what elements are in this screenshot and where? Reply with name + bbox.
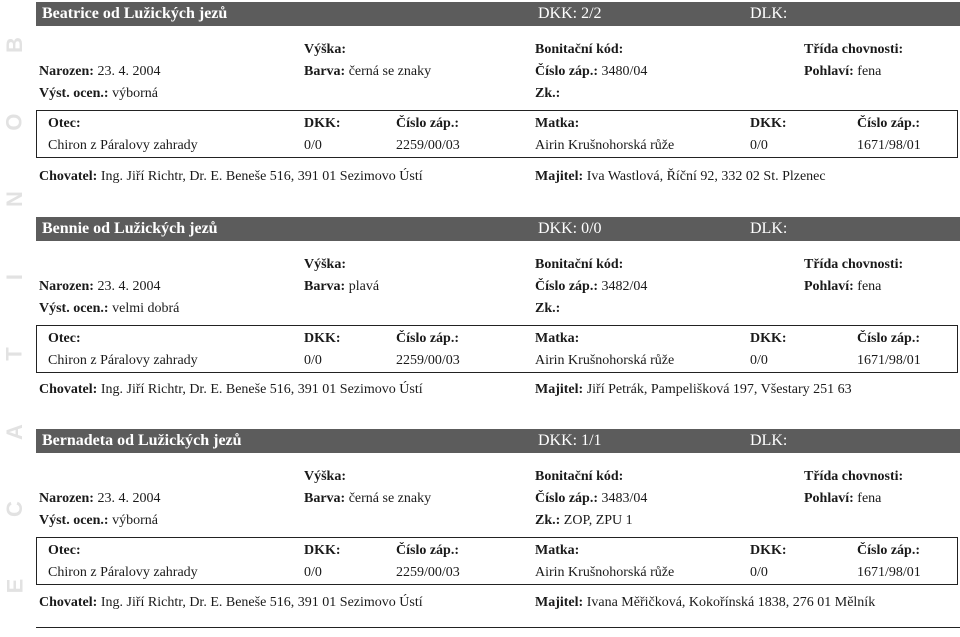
chovatel-field: Chovatel: Ing. Jiří Richtr, Dr. E. Beneše 516, 391 01 Sezimovo Ústí — [39, 382, 423, 397]
matka-label: Matka: — [535, 331, 580, 346]
otec-cislo-label: Číslo záp.: — [396, 543, 459, 558]
vyst-ocen-field: Výst. ocen.: výborná — [39, 513, 158, 528]
dog-name: Bennie od Lužických jezů — [42, 220, 218, 237]
matka-dkk-label: DKK: — [750, 331, 787, 346]
otec-name: Chiron z Páralovy zahrady — [48, 565, 198, 580]
matka-cislo: 1671/98/01 — [857, 353, 921, 368]
pohlavi-field: Pohlaví: fena — [804, 64, 882, 79]
side-letter: N — [1, 191, 27, 208]
matka-cislo: 1671/98/01 — [857, 565, 921, 580]
matka-cislo-label: Číslo záp.: — [857, 116, 920, 131]
info-row-1 — [36, 40, 960, 60]
matka-cislo-label: Číslo záp.: — [857, 543, 920, 558]
matka-dkk: 0/0 — [750, 565, 768, 580]
parents-header-row — [37, 329, 957, 349]
side-title-bonitace — [0, 0, 30, 631]
narozen-field: Narozen: 23. 4. 2004 — [39, 279, 161, 294]
matka-cislo: 1671/98/01 — [857, 138, 921, 153]
matka-dkk: 0/0 — [750, 138, 768, 153]
barva-field: Barva: plavá — [304, 279, 380, 294]
side-letter: O — [2, 113, 27, 131]
zk-field: Zk.: ZOP, ZPU 1 — [535, 513, 633, 528]
majitel-field: Majitel: Iva Wastlová, Říční 92, 332 02 St. Plzenec — [535, 169, 826, 184]
dog-card — [36, 215, 960, 425]
side-letter: I — [2, 273, 27, 280]
dog-header — [36, 217, 960, 241]
info-row-3 — [36, 299, 960, 319]
trida-chovnosti-field: Třída chovnosti: — [804, 469, 904, 484]
narozen-field: Narozen: 23. 4. 2004 — [39, 64, 161, 79]
bonitacni-kod-field: Bonitační kód: — [535, 257, 624, 272]
dog-dlk: DLK: — [750, 220, 788, 237]
info-row-2 — [36, 489, 960, 509]
vyst-ocen-field: Výst. ocen.: výborná — [39, 86, 158, 101]
zk-field: Zk.: — [535, 301, 561, 316]
chovatel-field: Chovatel: Ing. Jiří Richtr, Dr. E. Beneše 516, 391 01 Sezimovo Ústí — [39, 595, 423, 610]
chovatel-field: Chovatel: Ing. Jiří Richtr, Dr. E. Beneše 516, 391 01 Sezimovo Ústí — [39, 169, 423, 184]
parents-box — [36, 325, 958, 373]
owner-row — [36, 167, 960, 187]
majitel-field: Majitel: Ivana Měřičková, Kokořínská 1838, 276 01 Mělník — [535, 595, 876, 610]
dog-name: Bernadeta od Lužických jezů — [42, 432, 242, 449]
trida-chovnosti-field: Třída chovnosti: — [804, 42, 904, 57]
barva-field: Barva: černá se znaky — [304, 64, 432, 79]
vyska-field: Výška: — [304, 257, 347, 272]
side-letter: E — [2, 578, 27, 594]
dog-dkk: DKK: 0/0 — [538, 220, 602, 237]
otec-name: Chiron z Páralovy zahrady — [48, 138, 198, 153]
pohlavi-field: Pohlaví: fena — [804, 279, 882, 294]
vyska-field: Výška: — [304, 469, 347, 484]
otec-dkk-label: DKK: — [304, 543, 341, 558]
matka-dkk: 0/0 — [750, 353, 768, 368]
otec-dkk: 0/0 — [304, 565, 322, 580]
matka-cislo-label: Číslo záp.: — [857, 331, 920, 346]
dog-dkk: DKK: 2/2 — [538, 5, 602, 22]
matka-name: Airin Krušnohorská růže — [535, 565, 675, 580]
otec-label: Otec: — [48, 116, 81, 131]
matka-dkk-label: DKK: — [750, 116, 787, 131]
dog-dlk: DLK: — [750, 432, 788, 449]
bonitacni-kod-field: Bonitační kód: — [535, 42, 624, 57]
parents-header-row — [37, 541, 957, 561]
otec-dkk: 0/0 — [304, 353, 322, 368]
owner-row — [36, 593, 960, 613]
otec-dkk-label: DKK: — [304, 331, 341, 346]
matka-label: Matka: — [535, 543, 580, 558]
vyska-field: Výška: — [304, 42, 347, 57]
bonitacni-kod-field: Bonitační kód: — [535, 469, 624, 484]
dog-card — [36, 0, 960, 210]
dog-dlk: DLK: — [750, 5, 788, 22]
otec-name: Chiron z Páralovy zahrady — [48, 353, 198, 368]
zk-field: Zk.: — [535, 86, 561, 101]
parents-value-row — [37, 351, 957, 371]
side-letter: B — [1, 36, 27, 53]
otec-cislo: 2259/00/03 — [396, 565, 460, 580]
parents-box — [36, 537, 958, 585]
cislo-zap-field: Číslo záp.: 3480/04 — [535, 64, 648, 79]
info-row-1 — [36, 467, 960, 487]
info-row-1 — [36, 255, 960, 275]
majitel-field: Majitel: Jiří Petrák, Pampelišková 197, Všestary 251 63 — [535, 382, 852, 397]
otec-dkk: 0/0 — [304, 138, 322, 153]
otec-cislo-label: Číslo záp.: — [396, 116, 459, 131]
parents-header-row — [37, 114, 957, 134]
otec-dkk-label: DKK: — [304, 116, 341, 131]
matka-dkk-label: DKK: — [750, 543, 787, 558]
matka-name: Airin Krušnohorská růže — [535, 138, 675, 153]
dog-header — [36, 2, 960, 26]
otec-cislo: 2259/00/03 — [396, 138, 460, 153]
barva-field: Barva: černá se znaky — [304, 491, 432, 506]
info-row-2 — [36, 62, 960, 82]
info-row-3 — [36, 84, 960, 104]
owner-row — [36, 380, 960, 400]
otec-label: Otec: — [48, 331, 81, 346]
side-letter: T — [1, 347, 27, 361]
matka-name: Airin Krušnohorská růže — [535, 353, 675, 368]
pohlavi-field: Pohlaví: fena — [804, 491, 882, 506]
otec-cislo: 2259/00/03 — [396, 353, 460, 368]
vyst-ocen-field: Výst. ocen.: velmi dobrá — [39, 301, 180, 316]
dog-header — [36, 429, 960, 453]
cislo-zap-field: Číslo záp.: 3483/04 — [535, 491, 648, 506]
narozen-field: Narozen: 23. 4. 2004 — [39, 491, 161, 506]
cislo-zap-field: Číslo záp.: 3482/04 — [535, 279, 648, 294]
parents-value-row — [37, 563, 957, 583]
dog-dkk: DKK: 1/1 — [538, 432, 602, 449]
parents-box — [36, 110, 958, 158]
side-letter: C — [1, 500, 27, 517]
dog-card — [36, 427, 960, 637]
bottom-rule — [36, 627, 960, 628]
trida-chovnosti-field: Třída chovnosti: — [804, 257, 904, 272]
matka-label: Matka: — [535, 116, 580, 131]
otec-label: Otec: — [48, 543, 81, 558]
dog-name: Beatrice od Lužických jezů — [42, 5, 228, 22]
info-row-3 — [36, 511, 960, 531]
otec-cislo-label: Číslo záp.: — [396, 331, 459, 346]
info-row-2 — [36, 277, 960, 297]
parents-value-row — [37, 136, 957, 156]
side-letter: A — [1, 423, 27, 440]
